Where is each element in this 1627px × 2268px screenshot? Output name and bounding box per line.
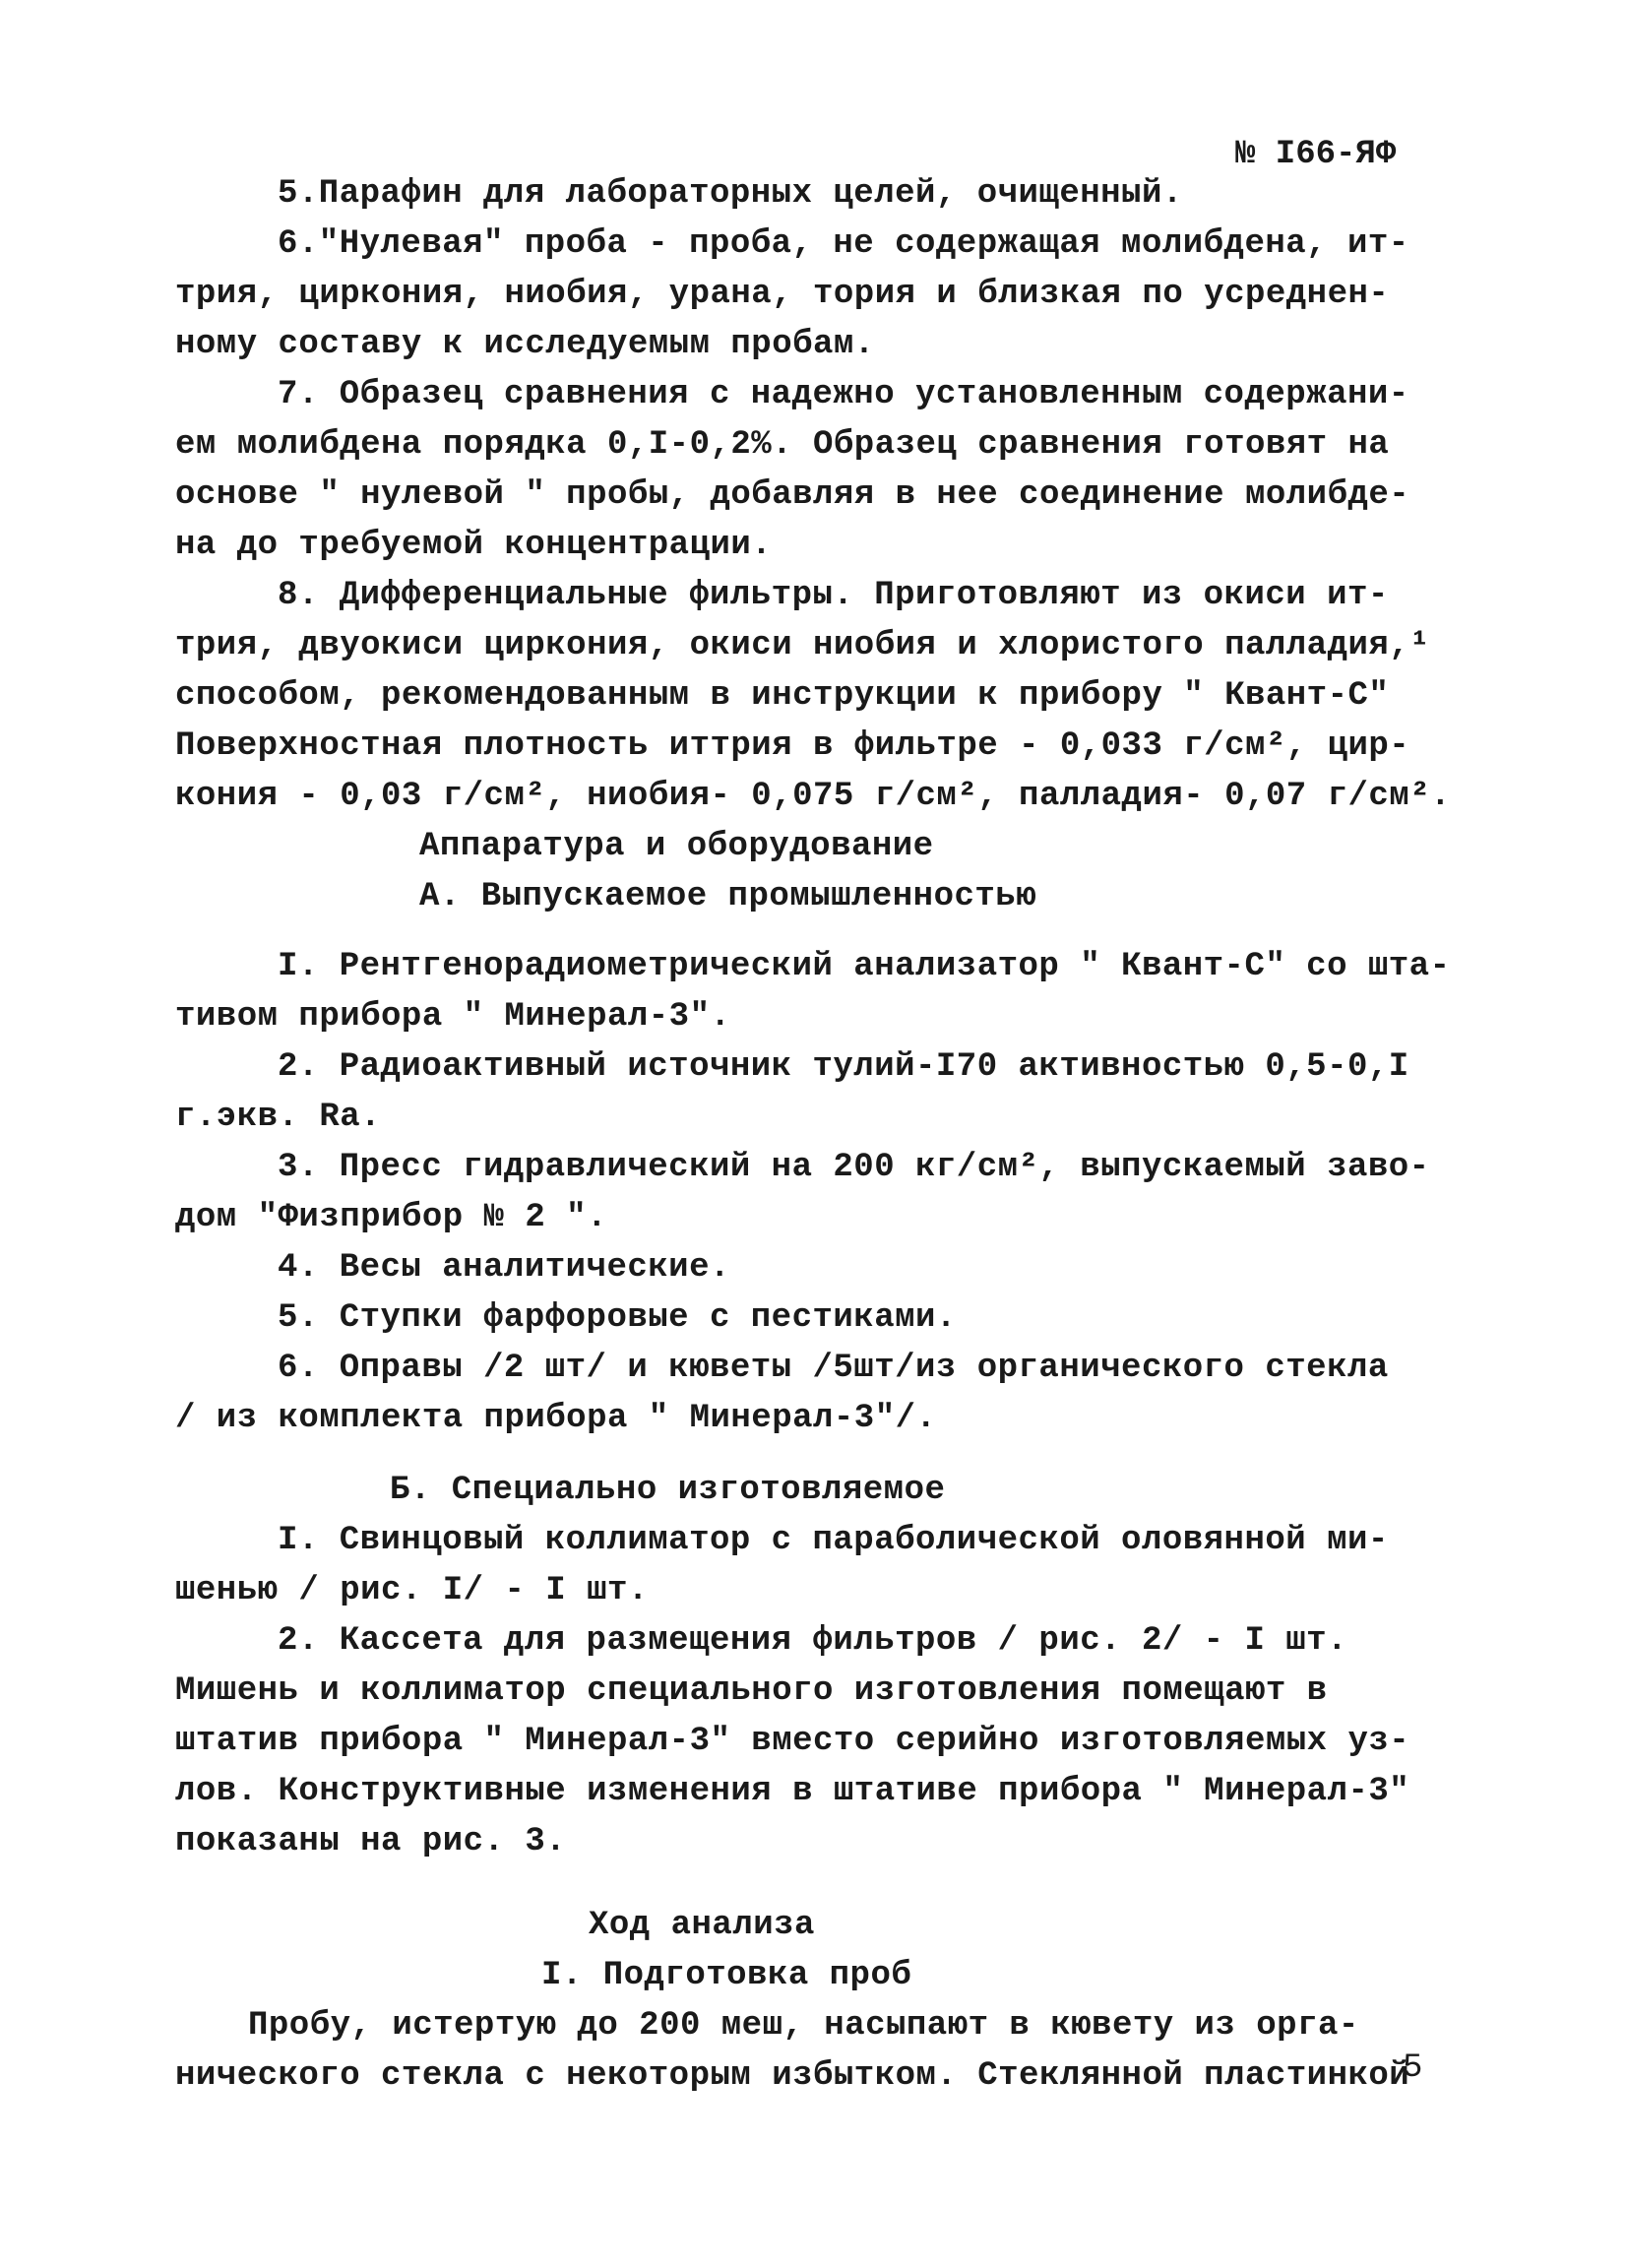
reagent-7-line-4: на до требуемой концентрации. <box>175 527 773 564</box>
reagent-7-line-3: основе " нулевой " пробы, добавляя в нее соединение молибде- <box>175 476 1410 514</box>
page-text <box>175 169 1455 2102</box>
equipment-b2-line-5: показаны на рис. 3. <box>175 1823 567 1860</box>
reagent-8-line-5: кония - 0,03 г/см², ниобия- 0,075 г/см², палладия- 0,07 г/см². <box>175 778 1452 815</box>
equipment-a2-line-1: 2. Радиоактивный источник тулий-I70 активностью 0,5-0,I <box>278 1048 1409 1086</box>
reagent-8-line-2: трия, двуокиси циркония, окиси ниобия и хлористого палладия,¹ <box>175 627 1431 664</box>
reagent-8-line-3: способом, рекомендованным в инструкции к прибору " Квант-С" <box>175 677 1390 715</box>
equipment-a4: 4. Весы аналитические. <box>278 1249 730 1287</box>
analysis-heading: Ход анализа <box>589 1907 815 1944</box>
equipment-b2-line-4: лов. Конструктивные изменения в штативе прибора " Минерал-3" <box>175 1773 1410 1810</box>
document-number: № I66-ЯФ <box>1235 136 1397 173</box>
section-b-heading: Б. Специально изготовляемое <box>390 1472 946 1509</box>
equipment-b2-line-2: Мишень и коллиматор специального изготовления помещают в <box>175 1672 1328 1710</box>
equipment-b2-line-1: 2. Кассета для размещения фильтров / рис. 2/ - I шт. <box>278 1622 1347 1660</box>
equipment-b2-line-3: штатив прибора " Минерал-3" вместо серийно изготовляемых уз- <box>175 1723 1410 1760</box>
analysis-paragraph-line-2: нического стекла с некоторым избытком. Стеклянной пластинкой <box>175 2057 1410 2095</box>
equipment-a3-line-1: 3. Пресс гидравлический на 200 кг/см², выпускаемый заво- <box>278 1149 1430 1186</box>
reagent-6-line-3: ному составу к исследуемым пробам. <box>175 326 875 363</box>
equipment-heading: Аппаратура и оборудование <box>419 828 934 865</box>
analysis-subheading: I. Подготовка проб <box>541 1957 912 1994</box>
equipment-a1-line-1: I. Рентгенорадиометрический анализатор " Квант-С" со шта- <box>278 948 1451 985</box>
reagent-7-line-1: 7. Образец сравнения с надежно установленным содержани- <box>278 376 1409 413</box>
reagent-5: 5.Парафин для лабораторных целей, очищенный. <box>278 175 1183 213</box>
equipment-a5: 5. Ступки фарфоровые с пестиками. <box>278 1299 957 1337</box>
reagent-6-line-2: трия, циркония, ниобия, урана, тория и близкая по усреднен- <box>175 276 1390 313</box>
equipment-b1-line-1: I. Свинцовый коллиматор с параболической оловянной ми- <box>278 1522 1389 1559</box>
reagent-7-line-2: ем молибдена порядка 0,I-0,2%. Образец сравнения готовят на <box>175 426 1390 464</box>
analysis-paragraph-line-1: Пробу, истертую до 200 меш, насыпают в кювету из орга- <box>248 2007 1359 2045</box>
reagent-8-line-1: 8. Дифференциальные фильтры. Приготовляют из окиси ит- <box>278 577 1389 614</box>
equipment-a1-line-2: тивом прибора " Минерал-3". <box>175 998 731 1036</box>
equipment-a6-line-2: / из комплекта прибора " Минерал-3"/. <box>175 1400 937 1437</box>
section-a-heading: А. Выпускаемое промышленностью <box>419 878 1037 915</box>
reagent-8-line-4: Поверхностная плотность иттрия в фильтре - 0,033 г/см², цир- <box>175 727 1410 765</box>
equipment-b1-line-2: шенью / рис. I/ - I шт. <box>175 1572 649 1609</box>
page-number: 5 <box>1403 2049 1423 2087</box>
equipment-a6-line-1: 6. Оправы /2 шт/ и кюветы /5шт/из органического стекла <box>278 1350 1389 1387</box>
reagent-6-line-1: 6."Нулевая" проба - проба, не содержащая молибдена, ит- <box>278 225 1409 263</box>
equipment-a3-line-2: дом "Физприбор № 2 ". <box>175 1199 607 1236</box>
equipment-a2-line-2: г.экв. Ra. <box>175 1099 382 1136</box>
